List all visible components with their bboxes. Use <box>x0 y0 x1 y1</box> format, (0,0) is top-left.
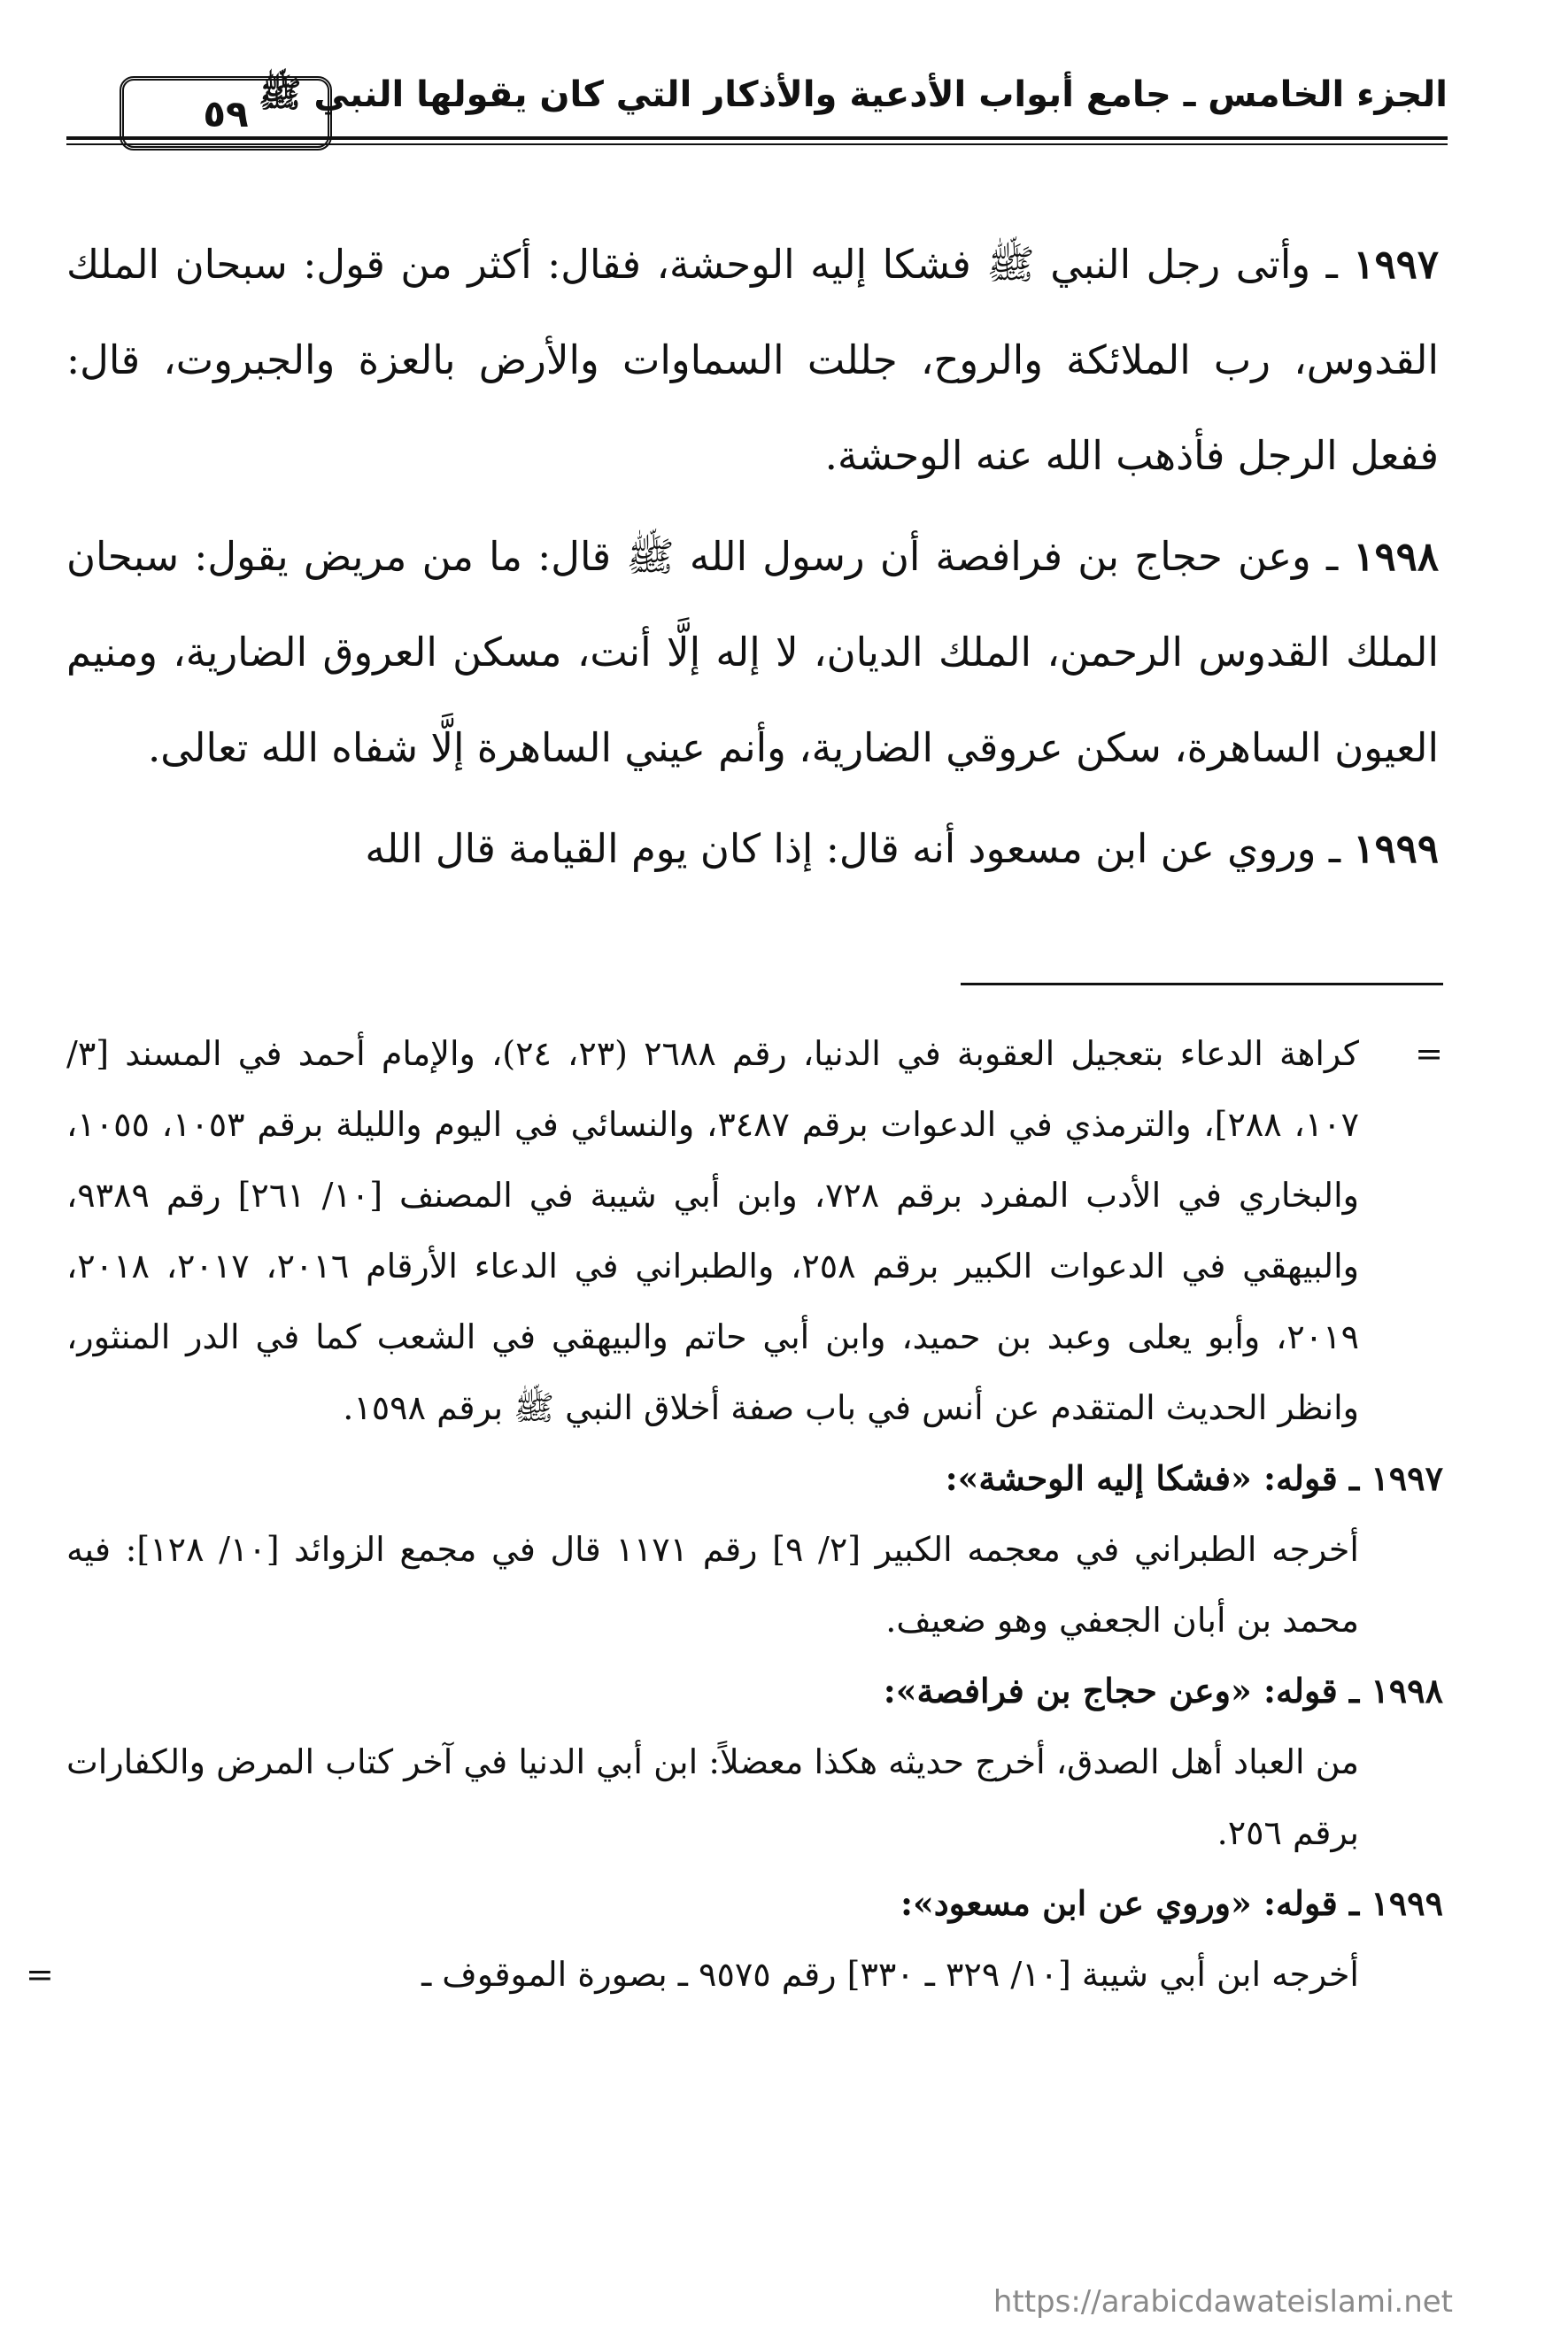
footnote-body-1997: أخرجه الطبراني في معجمه الكبير [٢/ ٩] رقم ١١٧١ قال في مجمع الزوائد [١٠/ ١٢٨]: فيه محمد بن أبان الجعفي وهو ضعيف. <box>66 1530 1359 1640</box>
entry-1998 <box>66 509 1439 796</box>
entry-text: ـ وعن حجاج بن فرافصة أن رسول الله ﷺ قال: ما من مريض يقول: سبحان الملك القدوس الرحمن، الملك الديان، لا إله إلَّا أنت، مسكن العروق الضارية، ومنيم العيون الساهرة، سكن عروقي الضارية، وأنم عيني الساهرة إلَّا شفاه الله تعالى. <box>66 533 1439 771</box>
entry-number: ١٩٩٨ <box>1353 533 1439 580</box>
running-title: الجزء الخامس ـ جامع أبواب الأدعية والأذكار التي كان يقولها النبي ﷺ <box>259 74 1448 115</box>
footnote-head-1999: ١٩٩٩ ـ قوله: «وروي عن ابن مسعود»: <box>900 1883 1443 1923</box>
footnote-text: كراهة الدعاء بتعجيل العقوبة في الدنيا، رقم ٢٦٨٨ (٢٣، ٢٤)، والإمام أحمد في المسند [٣/ ١٠٧، ٢٨٨]، والترمذي في الدعوات برقم ٣٤٨٧، والنسائي في اليوم والليلة برقم ١٠٥٣، ١٠٥٥، والبخاري في الأدب المفرد برقم ٧٢٨، وابن أبي شيبة في المصنف [١٠/ ٢٦١] رقم ٩٣٨٩، والبيهقي في الدعوات الكبير برقم ٢٥٨، والطبراني في الدعاء الأرقام ٢٠١٦، ٢٠١٧، ٢٠١٨، ٢٠١٩، وأبو يعلى وعبد بن حميد، وابن أبي حاتم والبيهقي في الشعب كما في الدر المنثور، وانظر الحديث المتقدم عن أنس في باب صفة أخلاق النبي ﷺ برقم ١٥٩٨. <box>66 1034 1359 1427</box>
footnote-text: أخرجه ابن أبي شيبة [١٠/ ٣٢٩ ـ ٣٣٠] رقم ٩٥٧٥ ـ بصورة الموقوف ـ <box>421 1955 1359 1994</box>
header-rule <box>66 136 1448 145</box>
entry-text: ـ وأتى رجل النبي ﷺ فشكا إليه الوحشة، فقال: أكثر من قول: سبحان الملك القدوس، رب الملائكة والروح، جللت السماوات والأرض بالعزة والجبروت، قال: ففعل الرجل فأذهب الله عنه الوحشة. <box>66 241 1439 479</box>
continues-mark: = <box>26 1955 54 1994</box>
footnotes <box>26 1018 1443 2010</box>
footnote-head-1998: ١٩٩٨ ـ قوله: «وعن حجاج بن فرافصة»: <box>883 1671 1443 1710</box>
footnote-body-1999 <box>26 1939 1443 2010</box>
entry-text: ـ وروي عن ابن مسعود أنه قال: إذا كان يوم القيامة قال الله <box>365 825 1354 872</box>
watermark-url: https://arabicdawateislami.net <box>993 2284 1453 2320</box>
footnote-continuation <box>66 1018 1443 1443</box>
entry-1997 <box>66 217 1439 504</box>
entry-number: ١٩٩٩ <box>1353 825 1439 872</box>
footnote-separator <box>961 983 1443 985</box>
footnote-body-1998: من العباد أهل الصدق، أخرج حديثه هكذا معضلاً: ابن أبي الدنيا في آخر كتاب المرض والكفارات برقم ٢٥٦. <box>66 1742 1359 1852</box>
main-text <box>66 217 1439 902</box>
page-header <box>66 69 1448 158</box>
page-number: ٥٩ <box>120 76 332 151</box>
entry-number: ١٩٩٧ <box>1353 241 1439 288</box>
entry-1999 <box>66 801 1439 897</box>
continuation-mark: = <box>1415 1034 1443 1073</box>
footnote-head-1997: ١٩٩٧ ـ قوله: «فشكا إليه الوحشة»: <box>945 1458 1443 1498</box>
